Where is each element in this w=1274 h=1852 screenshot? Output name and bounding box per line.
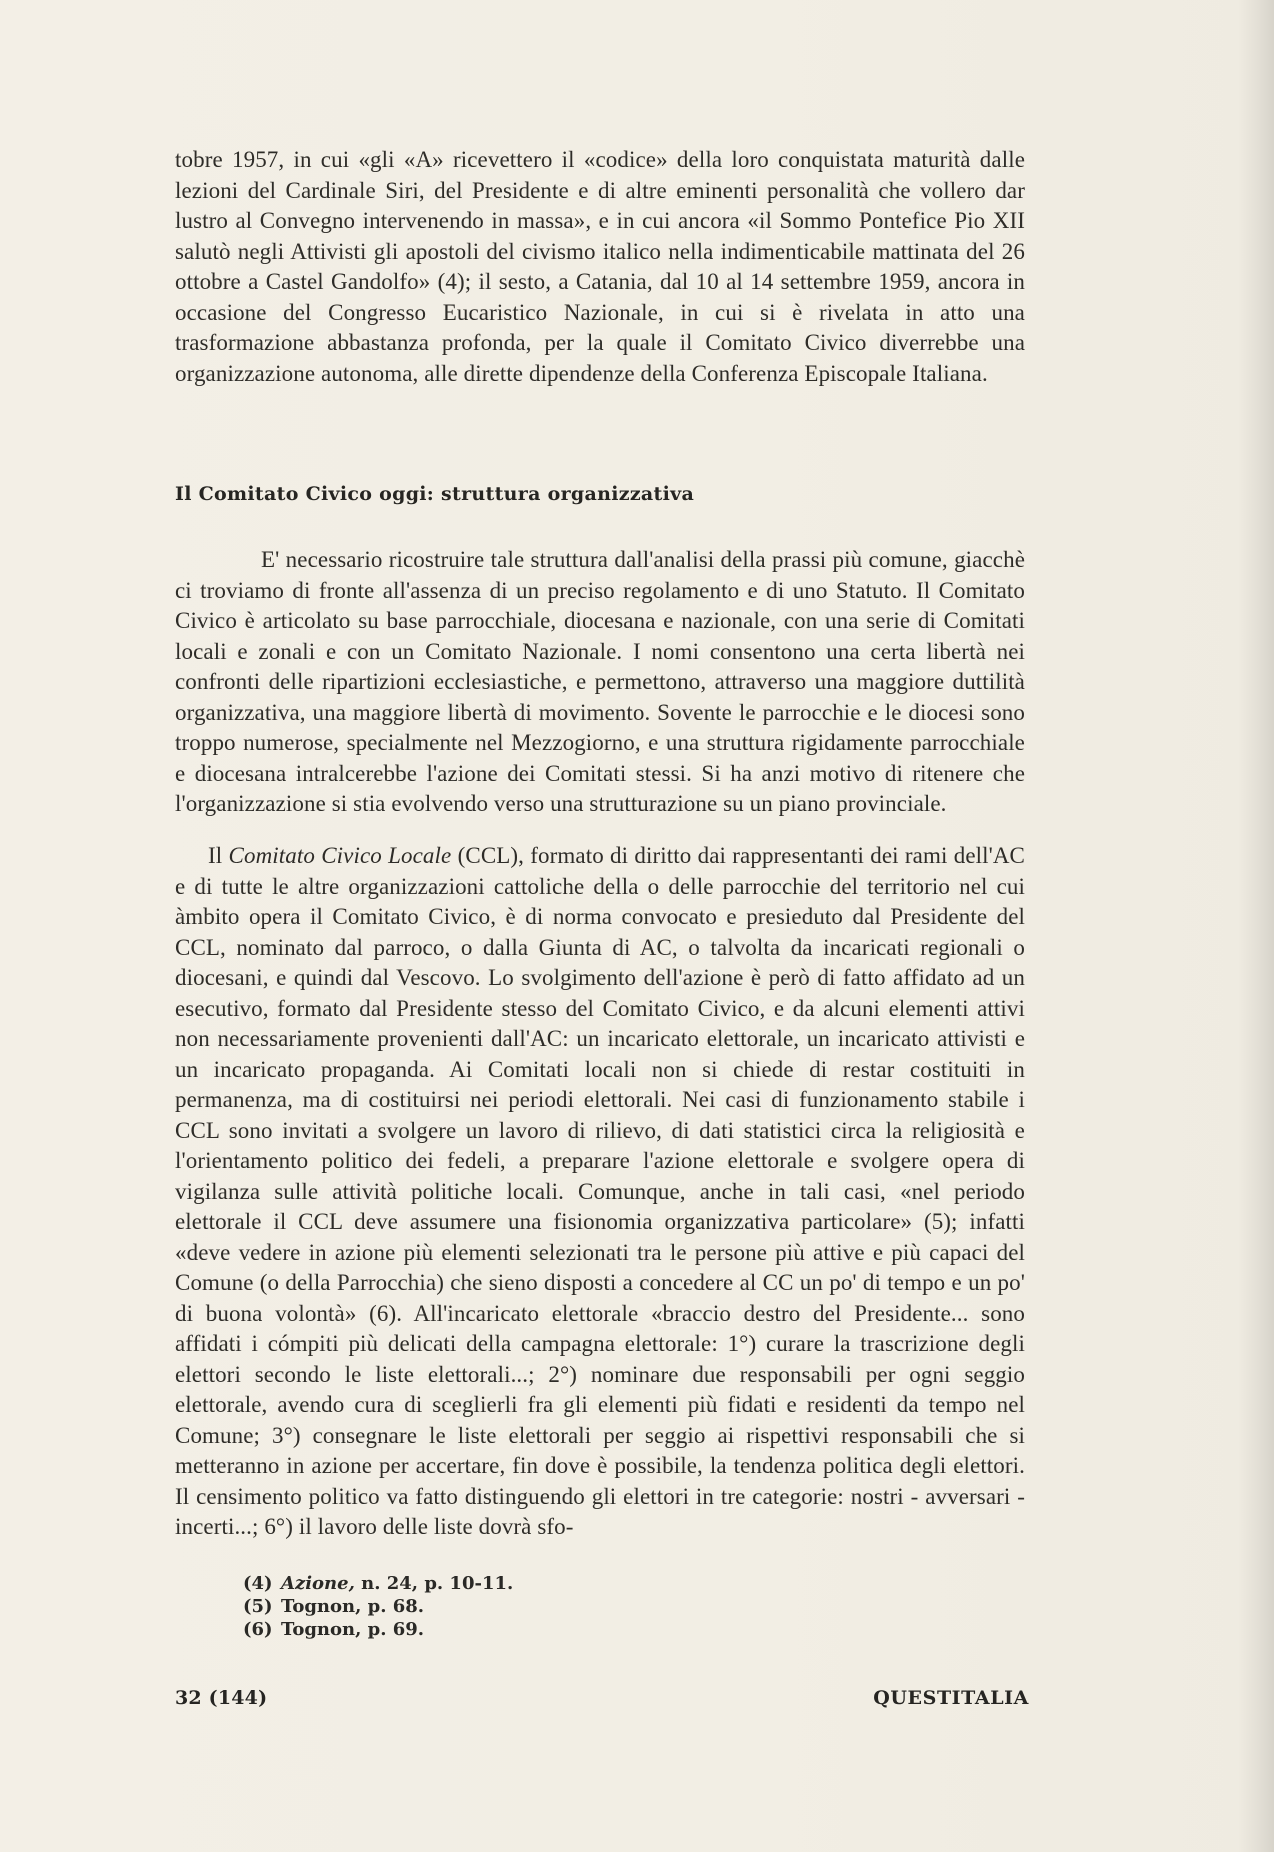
- footnote-6: [243, 1618, 843, 1641]
- paragraph-3-lead: Il: [208, 843, 229, 868]
- footnote-number: (6): [243, 1619, 273, 1640]
- body-paragraph-2: E' necessario ricostruire tale struttura dall'analisi della prassi più comune, giacchè ci troviamo di fronte all'assenza di un preciso regolamento e di uno Statuto. Il Comitato Civico è articolato su base parrocchiale, diocesana e nazionale, con una serie di Comitati locali e zonali e con un Comitato Nazionale. I nomi consentono una certa libertà nei confronti delle ripartizioni ecclesiastiche, e permettono, attraverso una maggiore duttilità organizzativa, una maggiore libertà di movimento. Sovente le parrocchie e le diocesi sono troppo numerose, specialmente nel Mezzogiorno, e una struttura rigidamente parrocchiale e diocesana intralcerebbe l'azione dei Comitati stessi. Si ha anzi motivo di ritenere che l'organizzazione si stia evolvendo verso una strutturazione su un piano provinciale.: [175, 547, 1025, 816]
- journal-name: QUESTITALIA: [873, 1687, 1029, 1709]
- footnote-5: [243, 1595, 843, 1618]
- paragraph-3-term: Comitato Civico Locale: [228, 843, 452, 868]
- page-shadow-edge: [1238, 0, 1274, 1852]
- footnote-number: (5): [243, 1596, 273, 1617]
- footnote-text: n. 24, p. 10-11.: [354, 1573, 514, 1594]
- body-paragraph-3: [175, 841, 1025, 1543]
- body-paragraph-1: tobre 1957, in cui «gli «A» ricevettero il «codice» della loro conquistata maturità dalle lezioni del Cardinale Siri, del Presidente e di altre eminenti personalità che vollero dar lustro al Convegno intervenendo in massa», e in cui ancora «il Sommo Pontefice Pio XII salutò negli Attivisti gli apostoli del civismo italico nella indimenticabile mattinata del 26 ottobre a Castel Gandolfo» (4); il sesto, a Catania, dal 10 al 14 settembre 1959, ancora in occasione del Congresso Eucaristico Nazionale, in cui si è rivelata in atto una trasformazione abbastanza profonda, per la quale il Comitato Civico diverrebbe una organizzazione autonoma, alle dirette dipendenze della Conferenza Episcopale Italiana.: [175, 147, 1025, 386]
- footnote-text: Tognon, p. 69.: [281, 1619, 425, 1640]
- section-heading: Il Comitato Civico oggi: struttura organizzativa: [175, 483, 695, 505]
- footnote-source: Azione,: [281, 1573, 355, 1594]
- page-body: [175, 145, 1025, 1705]
- footnote-text: Tognon, p. 68.: [281, 1596, 425, 1617]
- footnote-number: (4): [243, 1573, 273, 1594]
- footnotes: [243, 1572, 843, 1641]
- page-number: 32 (144): [175, 1687, 268, 1709]
- footnote-4: [243, 1572, 843, 1595]
- paragraph-3-rest: (CCL), formato di diritto dai rappresentanti dei rami dell'AC e di tutte le altre organizzazioni cattoliche della o delle parrocchie del territorio nel cui àmbito opera il Comitato Civico, è di norma convocato e presieduto dal Presidente del CCL, nominato dal parroco, o dalla Giunta di AC, o talvolta da incaricati regionali o diocesani, e quindi dal Vescovo. Lo svolgimento dell'azione è però di fatto affidato ad un esecutivo, formato dal Presidente stesso del Comitato Civico, e da alcuni elementi attivi non necessariamente provenienti dall'AC: un incaricato elettorale, un incaricato attivisti e un incaricato propaganda. Ai Comitati locali non si chiede di restar costituiti in permanenza, ma di costituirsi nei periodi elettorali. Nei casi di funzionamento stabile i CCL sono invitati a svolgere un lavoro di rilievo, di dati statistici circa la religiosità e l'orientamento politico dei fedeli, a preparare l'azione elettorale e svolgere opera di vigilanza sulle attività politiche locali. Comunque, anche in tali casi, «nel periodo elettorale il CCL deve assumere una fisionomia organizzativa particolare» (5); infatti «deve vedere in azione più elementi selezionati tra le persone più attive e più capaci del Comune (o della Parrocchia) che sieno disposti a concedere al CC un po' di tempo e un po' di buona volontà» (6). All'incaricato elettorale «braccio destro del Presidente... sono affidati i cómpiti più delicati della campagna elettorale: 1°) curare la trascrizione degli elettori secondo le liste elettorali...; 2°) nominare due responsabili per ogni seggio elettorale, avendo cura di sceglierli fra gli elementi più fidati e residenti da tempo nel Comune; 3°) consegnare le liste elettorali per seggio ai rispettivi responsabili che si metteranno in azione per accertare, fin dove è possibile, la tendenza politica degli elettori. Il censimento politico va fatto distinguendo gli elettori in tre categorie: nostri - avversari - incerti...; 6°) il lavoro delle liste dovrà sfo-: [175, 843, 1025, 1539]
